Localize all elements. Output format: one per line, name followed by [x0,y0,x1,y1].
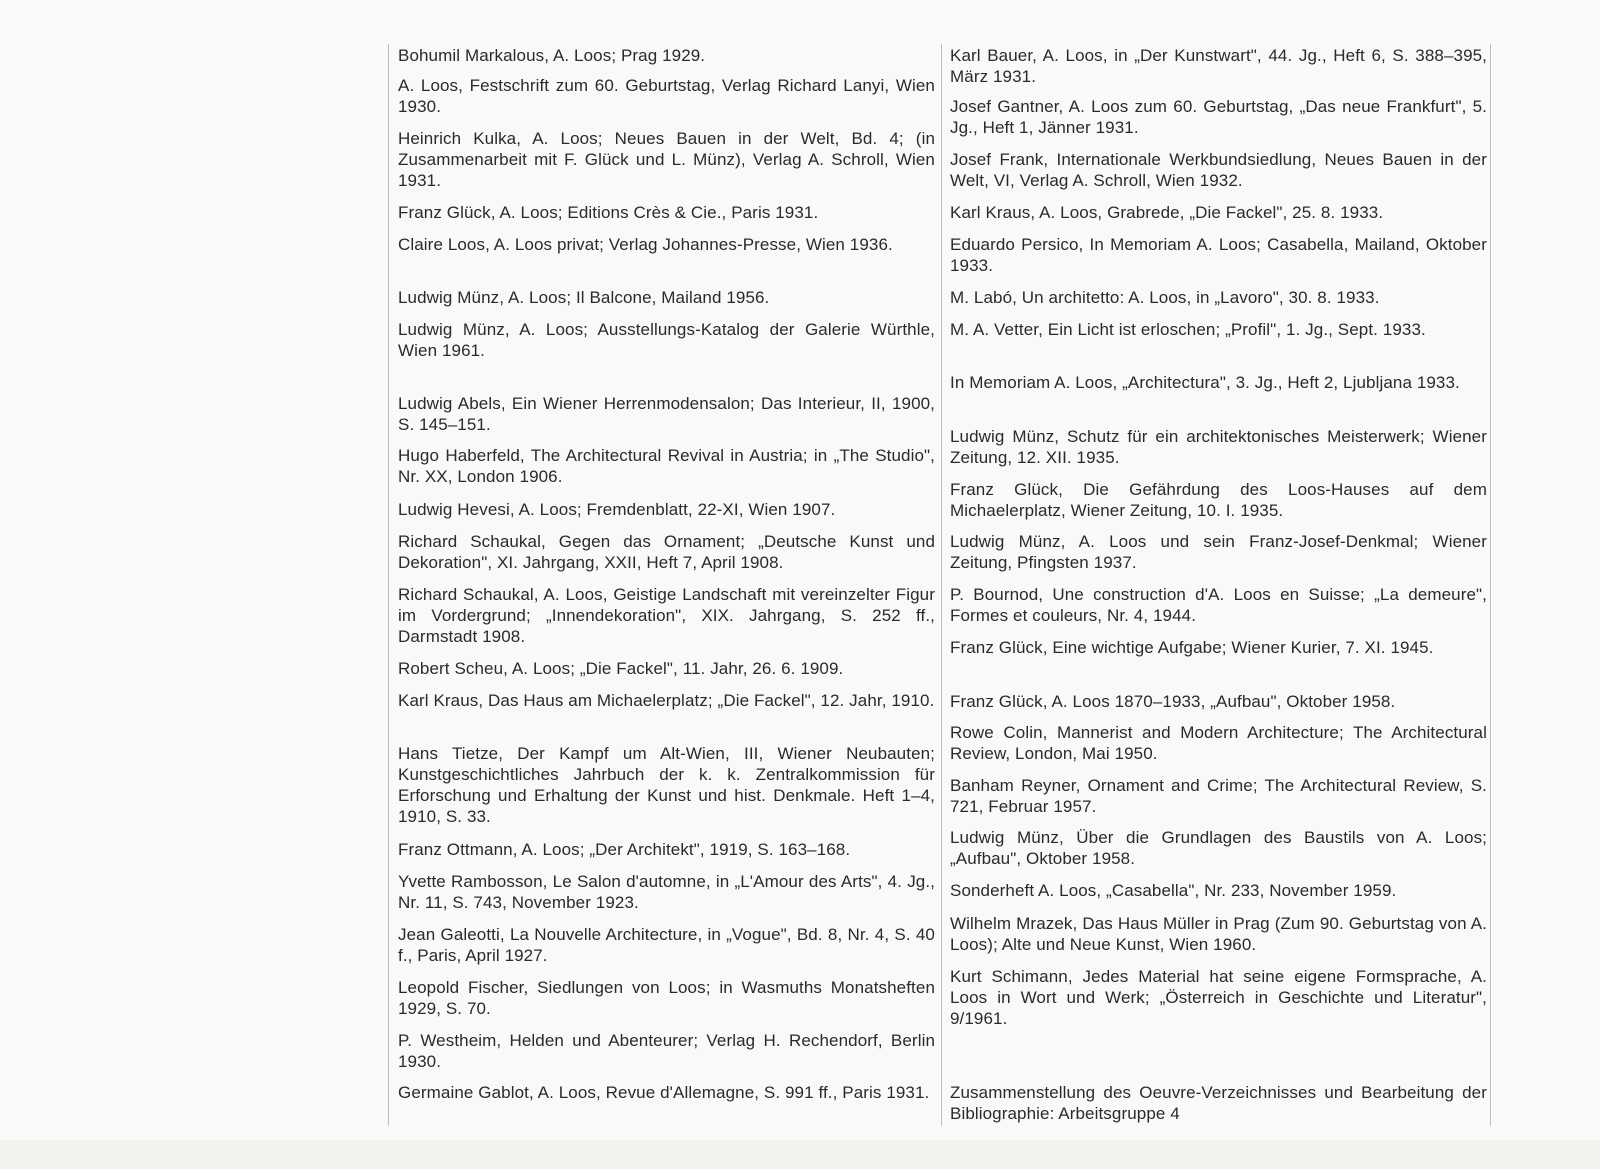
bibliography-entry: Ludwig Münz, Schutz für ein architektonisches Meisterwerk; Wiener Zeitung, 12. XII. 1935. [950,427,1487,467]
bibliography-entry: Bohumil Markalous, A. Loos; Prag 1929. [398,46,706,65]
bibliography-entry: Richard Schaukal, Gegen das Ornament; „Deutsche Kunst und Dekoration", XI. Jahrgang, XXII, Heft 7, April 1908. [398,532,935,572]
bibliography-entry: Germaine Gablot, A. Loos, Revue d'Allemagne, S. 991 ff., Paris 1931. [398,1083,930,1102]
bibliography-entry: Franz Ottmann, A. Loos; „Der Architekt", 1919, S. 163–168. [398,840,851,859]
bibliography-entry: Karl Bauer, A. Loos, in „Der Kunstwart", 44. Jg., Heft 6, S. 388–395, März 1931. [950,46,1487,86]
bibliography-entry: Sonderheft A. Loos, „Casabella", Nr. 233, November 1959. [950,881,1397,900]
bibliography-entry: Josef Frank, Internationale Werkbundsiedlung, Neues Bauen in der Welt, VI, Verlag A. Schroll, Wien 1932. [950,150,1487,190]
column-rule-left [388,44,389,1126]
bibliography-entry: Karl Kraus, Das Haus am Michaelerplatz; „Die Fackel", 12. Jahr, 1910. [398,691,935,710]
bibliography-entry: Franz Glück, Eine wichtige Aufgabe; Wiener Kurier, 7. XI. 1945. [950,638,1434,657]
bibliography-entry: Ludwig Münz, A. Loos und sein Franz-Josef-Denkmal; Wiener Zeitung, Pfingsten 1937. [950,532,1487,572]
bibliography-entry: P. Westheim, Helden und Abenteurer; Verlag H. Rechendorf, Berlin 1930. [398,1031,935,1071]
bibliography-entry: Claire Loos, A. Loos privat; Verlag Johannes-Presse, Wien 1936. [398,235,893,254]
bibliography-entry: Richard Schaukal, A. Loos, Geistige Landschaft mit vereinzelter Figur im Vordergrund; „Innendekoration", XIX. Jahrgang, S. 252 ff., Darmstadt 1908. [398,585,935,646]
page-edge [0,1140,1600,1169]
bibliography-entry: A. Loos, Festschrift zum 60. Geburtstag, Verlag Richard Lanyi, Wien 1930. [398,76,935,116]
bibliography-entry: Ludwig Münz, A. Loos; Ausstellungs-Katalog der Galerie Würthle, Wien 1961. [398,320,935,360]
bibliography-entry: Eduardo Persico, In Memoriam A. Loos; Casabella, Mailand, Oktober 1933. [950,235,1487,275]
bibliography-entry: Josef Gantner, A. Loos zum 60. Geburtstag, „Das neue Frankfurt", 5. Jg., Heft 1, Jänner 1931. [950,97,1487,137]
bibliography-entry: Hans Tietze, Der Kampf um Alt-Wien, III, Wiener Neubauten; Kunstgeschichtliches Jahrbuch der k. k. Zentralkommission für Erforschung und Erhaltung der Kunst und hist. Denkmale. Heft 1–4, 1910, S. 33. [398,744,935,826]
bibliography-entry: Ludwig Abels, Ein Wiener Herrenmodensalon; Das Interieur, II, 1900, S. 145–151. [398,394,935,434]
bibliography-entry: Heinrich Kulka, A. Loos; Neues Bauen in der Welt, Bd. 4; (in Zusammenarbeit mit F. Glück und L. Münz), Verlag A. Schroll, Wien 1931. [398,129,935,190]
bibliography-entry: Ludwig Münz, Über die Grundlagen des Baustils von A. Loos; „Aufbau", Oktober 1958. [950,828,1487,868]
bibliography-entry: Franz Glück, Die Gefährdung des Loos-Hauses auf dem Michaelerplatz, Wiener Zeitung, 10. I. 1935. [950,480,1487,520]
bibliography-entry: Ludwig Münz, A. Loos; Il Balcone, Mailand 1956. [398,288,770,307]
bibliography-entry: M. A. Vetter, Ein Licht ist erloschen; „Profil", 1. Jg., Sept. 1933. [950,320,1426,339]
column-rule-right [1490,44,1491,1126]
bibliography-entry: Banham Reyner, Ornament and Crime; The Architectural Review, S. 721, Februar 1957. [950,776,1487,816]
bibliography-entry: Jean Galeotti, La Nouvelle Architecture, in „Vogue", Bd. 8, Nr. 4, S. 40 f., Paris, April 1927. [398,925,935,965]
bibliography-entry: Ludwig Hevesi, A. Loos; Fremdenblatt, 22-XI, Wien 1907. [398,500,836,519]
bibliography-entry: Hugo Haberfeld, The Architectural Revival in Austria; in „The Studio", Nr. XX, London 1906. [398,446,935,486]
bibliography-entry: Franz Glück, A. Loos; Editions Crès & Cie., Paris 1931. [398,203,819,222]
bibliography-entry: Rowe Colin, Mannerist and Modern Architecture; The Architectural Review, London, Mai 1950. [950,723,1487,763]
bibliography-entry: Leopold Fischer, Siedlungen von Loos; in Wasmuths Monatsheften 1929, S. 70. [398,978,935,1018]
bibliography-entry: P. Bournod, Une construction d'A. Loos en Suisse; „La demeure", Formes et couleurs, Nr. 4, 1944. [950,585,1487,625]
bibliography-entry: In Memoriam A. Loos, „Architectura", 3. Jg., Heft 2, Ljubljana 1933. [950,373,1460,392]
bibliography-entry: Franz Glück, A. Loos 1870–1933, „Aufbau", Oktober 1958. [950,692,1396,711]
bibliography-entry: M. Labó, Un architetto: A. Loos, in „Lavoro", 30. 8. 1933. [950,288,1380,307]
bibliography-credits: Zusammenstellung des Oeuvre-Verzeichnisses und Bearbeitung der Bibliographie: Arbeitsgruppe 4 [950,1083,1487,1123]
column-rule-middle [941,44,942,1126]
bibliography-entry: Robert Scheu, A. Loos; „Die Fackel", 11. Jahr, 26. 6. 1909. [398,659,844,678]
bibliography-entry: Karl Kraus, A. Loos, Grabrede, „Die Fackel", 25. 8. 1933. [950,203,1384,222]
bibliography-entry: Kurt Schimann, Jedes Material hat seine eigene Formsprache, A. Loos in Wort und Werk; „Österreich in Geschichte und Literatur", 9/1961. [950,967,1487,1028]
bibliography-entry: Yvette Rambosson, Le Salon d'automne, in „L'Amour des Arts", 4. Jg., Nr. 11, S. 743, November 1923. [398,872,935,912]
bibliography-entry: Wilhelm Mrazek, Das Haus Müller in Prag (Zum 90. Geburtstag von A. Loos); Alte und Neue Kunst, Wien 1960. [950,914,1487,954]
